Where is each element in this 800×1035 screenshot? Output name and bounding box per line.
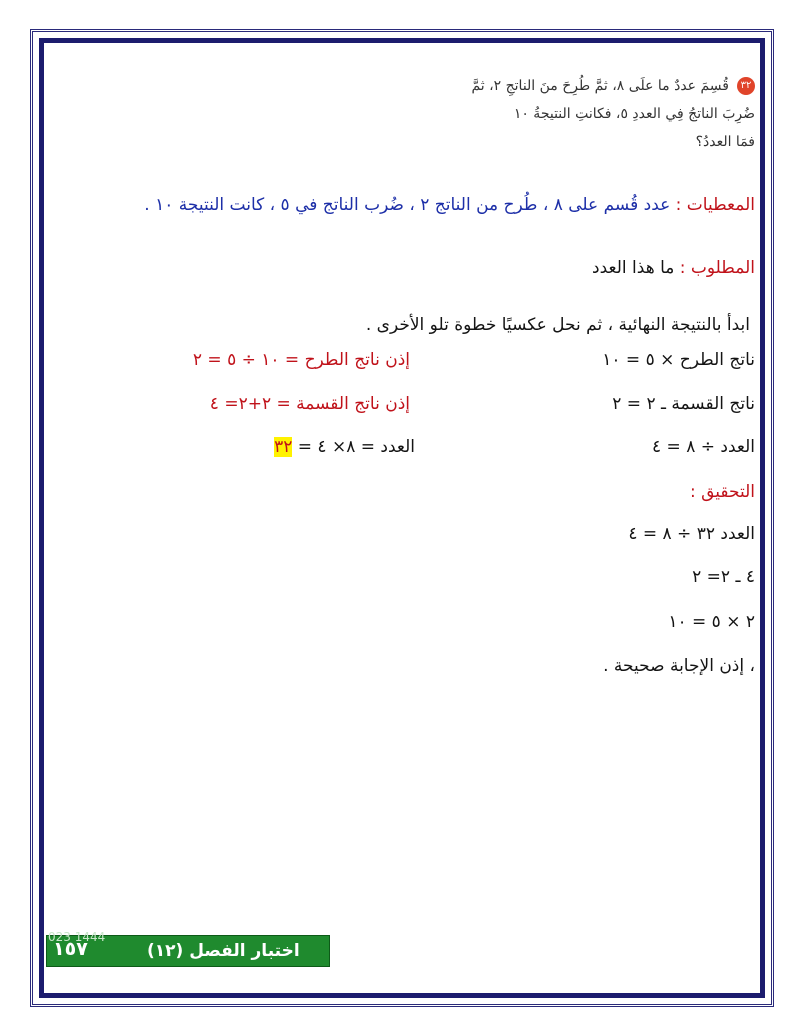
step-3-right: العدد ÷ ٨ = ٤ bbox=[652, 437, 755, 457]
page-number: ١٥٧ bbox=[53, 938, 88, 960]
footer-bar bbox=[46, 930, 330, 967]
page-border-inner bbox=[39, 38, 765, 998]
givens-label: المعطيات : bbox=[675, 195, 755, 215]
problem-number-badge: ٣٢ bbox=[737, 77, 755, 95]
givens-section bbox=[58, 190, 755, 220]
step-3-left-prefix: العدد = ٨× ٤ = bbox=[292, 437, 415, 457]
footer-code: 023 1444 bbox=[48, 930, 106, 944]
givens-text-2: ١٠ . bbox=[144, 195, 174, 215]
strategy-text: ابدأ بالنتيجة النهائية ، ثم نحل عكسيًا خطوة تلو الأخرى . bbox=[365, 315, 750, 335]
footer-title: اختبار الفصل (١٢) bbox=[147, 941, 300, 961]
required-label: المطلوب : bbox=[679, 258, 755, 278]
problem-line-2: ضُرِبَ الناتجُ فِي العددِ ٥، فكانتِ النتيجةُ ١٠ bbox=[513, 106, 755, 122]
problem-statement bbox=[335, 72, 755, 156]
problem-line-1: قُسِمَ عددٌ ما علَى ٨، ثمَّ طُرِحَ منَ الناتجِ ٢، ثمَّ bbox=[471, 78, 729, 94]
step-2-right: ناتج القسمة ـ ٢ = ٢ bbox=[612, 394, 755, 414]
required-text: ما هذا العدد bbox=[592, 258, 675, 278]
step-2-left: إذن ناتج القسمة = ٢+٢= ٤ bbox=[209, 394, 410, 414]
step-1-left: إذن ناتج الطرح = ١٠ ÷ ٥ = ٢ bbox=[192, 350, 410, 370]
check-label: التحقيق : bbox=[689, 482, 755, 502]
givens-text: عدد قُسم على ٨ ، طُرح من الناتج ٢ ، ضُرب الناتج في ٥ ، كانت النتيجة bbox=[178, 195, 671, 215]
problem-line-3: فمَا العددُ؟ bbox=[695, 134, 755, 150]
check-line-1: العدد ٣٢ ÷ ٨ = ٤ bbox=[628, 524, 755, 544]
step-3-left bbox=[274, 437, 415, 457]
final-answer: ٣٢ bbox=[274, 437, 293, 457]
check-conclusion: ، إذن الإجابة صحيحة . bbox=[603, 656, 755, 676]
page-border-outer bbox=[30, 29, 774, 1007]
step-1-right: ناتج الطرح × ٥ = ١٠ bbox=[602, 350, 755, 370]
check-line-2: ٤ ـ ٢= ٢ bbox=[692, 567, 755, 587]
check-line-3: ٢ × ٥ = ١٠ bbox=[668, 612, 755, 632]
required-section bbox=[592, 258, 755, 278]
